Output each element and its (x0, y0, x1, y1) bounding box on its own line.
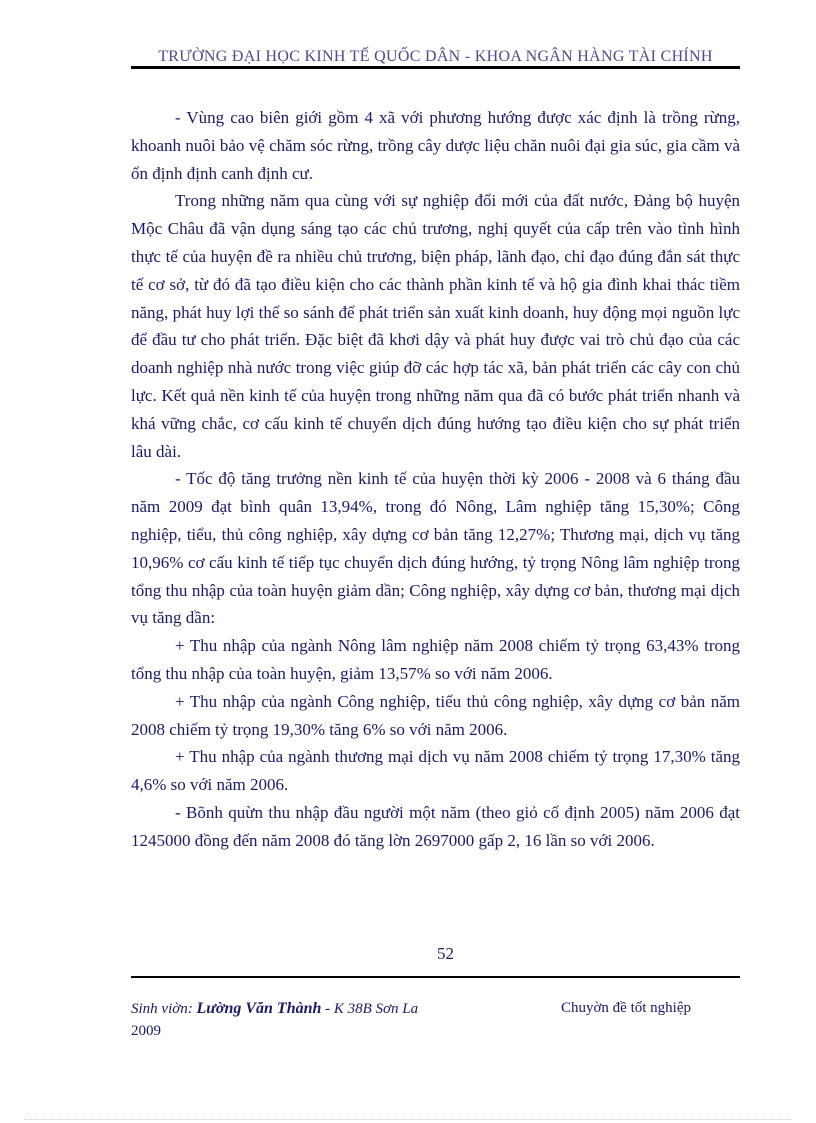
header-divider (131, 66, 740, 69)
paragraph: - Vùng cao biên giới gồm 4 xã với phương hướng được xác định là trồng rừng, khoanh nuôi bảo vệ chăm sóc rừng, trồng cây dược liệu chăn nuôi đại gia súc, gia cầm và ổn định định canh định cư. (131, 108, 740, 183)
footer-author (131, 998, 418, 1042)
paragraph: + Thu nhập của ngành Nông lâm nghiệp năm 2008 chiếm tỷ trọng 63,43% trong tổng thu nhập của toàn huyện, giảm 13,57% so với năm 2006. (131, 636, 740, 683)
paragraph: Trong những năm qua cùng với sự nghiệp đổi mới của đất nước, Đảng bộ huyện Mộc Châu đã vận dụng sáng tạo các chủ trương, nghị quyết của cấp trên vào tình hình thực tế của huyện đề ra nhiều chủ trương, biện pháp, lãnh đạo, chỉ đạo đúng đắn sát thực tế cơ sở, từ đó đã tạo điều kiện cho các thành phần kinh tế và hộ gia đình khai thác tiềm năng, phát huy lợi thế so sánh để phát triển sản xuất kinh doanh, huy động mọi nguồn lực để đầu tư cho phát triển. Đặc biệt đã khơi dậy và phát huy được vai trò chủ đạo của các doanh nghiệp nhà nước trong việc giúp đỡ các hợp tác xã, bản phát triển các cây con chủ lực. Kết quả nền kinh tế của huyện trong những năm qua đã có bước phát triển nhanh và khá vững chắc, cơ cấu kinh tế chuyển dịch đúng hướng tạo điều kiện cho sự phát triển lâu dài. (131, 191, 740, 461)
page-edge-divider (24, 1119, 792, 1120)
footer-year: 2009 (131, 1023, 161, 1039)
page-number: 52 (437, 944, 454, 963)
document-type: Chuyờn đề tốt nghiệp (561, 1000, 692, 1016)
page-header: TRƯỜNG ĐẠI HỌC KINH TẾ QUỐC DÂN - KHOA NGÂN HÀNG TÀI CHÍNH (158, 48, 713, 65)
student-name: Lường Văn Thành (196, 1000, 322, 1017)
document-body (131, 104, 740, 855)
paragraph: - Tốc độ tăng trưởng nền kinh tế của huyện thời kỳ 2006 - 2008 và 6 tháng đầu năm 2009 đạt bình quân 13,94%, trong đó Nông, Lâm nghiệp tăng 15,30%; Công nghiệp, tiểu, thủ công nghiệp, xây dựng cơ bản tăng 12,27%; Thương mại, dịch vụ tăng 10,96% cơ cấu kinh tế tiếp tục chuyển dịch đúng hướng, tỷ trọng Nông lâm nghiệp trong tổng thu nhập của toàn huyện giảm dần; Công nghiệp, xây dựng cơ bản, thương mại dịch vụ tăng dần: (131, 469, 740, 628)
paragraph: + Thu nhập của ngành Công nghiệp, tiểu thủ công nghiệp, xây dựng cơ bản năm 2008 chiếm tỷ trọng 19,30% tăng 6% so với năm 2006. (131, 691, 740, 739)
paragraph: - Bõnh quừn thu nhập đầu người một năm (theo giỏ cố định 2005) năm 2006 đạt 1245000 đồng đến năm 2008 đó tăng lờn 2697000 gấp 2, 16 lần so với 2006. (131, 802, 740, 850)
student-label: Sinh viờn: (131, 1001, 193, 1017)
paragraph: + Thu nhập của ngành thương mại dịch vụ năm 2008 chiếm tỷ trọng 17,30% tăng 4,6% so với năm 2006. (131, 747, 740, 795)
class-info: - K 38B Sơn La (325, 1001, 419, 1017)
footer-divider (131, 976, 740, 978)
